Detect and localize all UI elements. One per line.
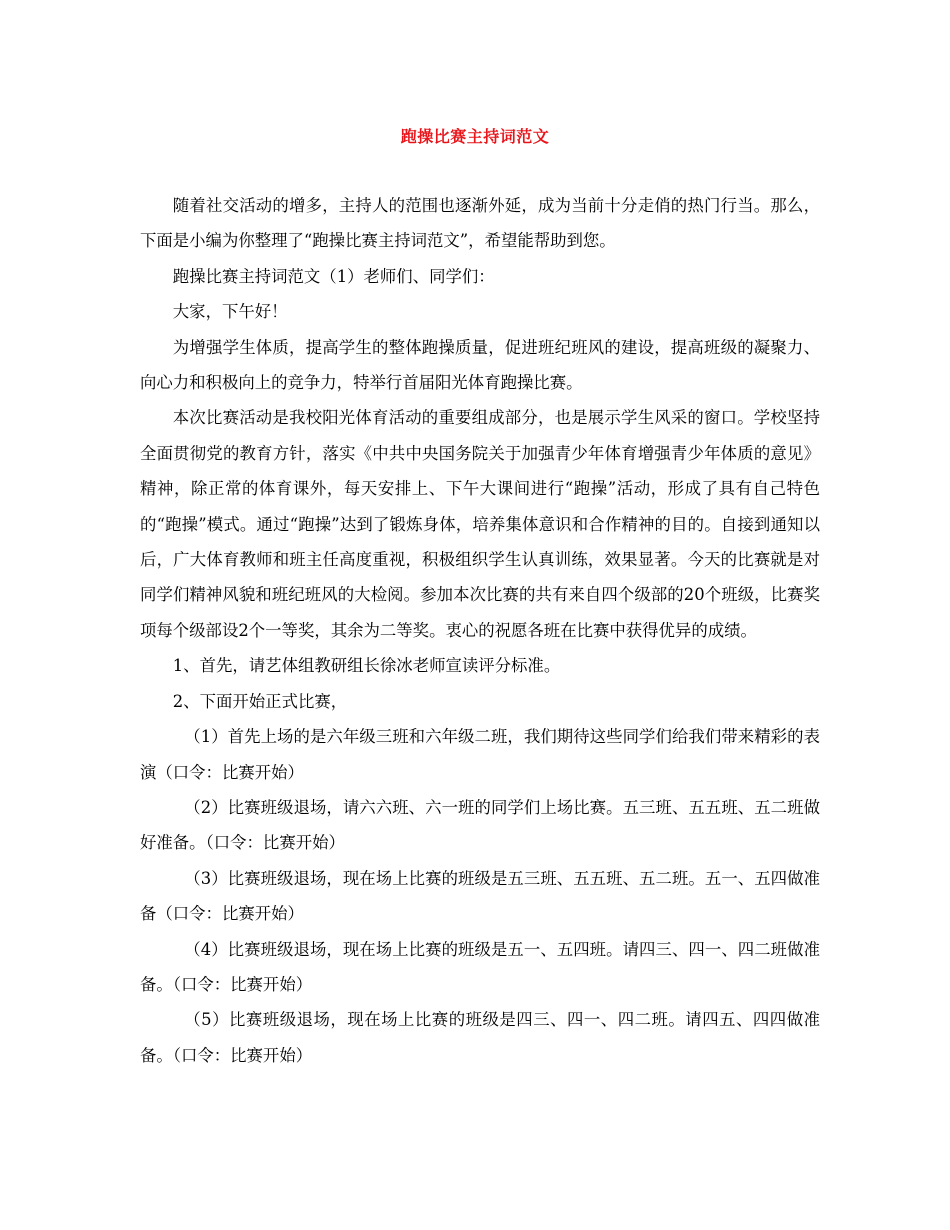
- paragraph-step-2: 2、下面开始正式比赛，: [172, 691, 348, 711]
- paragraph-greeting: 大家，下午好！: [172, 302, 288, 322]
- paragraph-purpose: 为增强学生体质，提高学生的整体跑操质量，促进班纪班风的建设，提高班级的凝聚力、向心力和积极向上的竞争力，特举行首届阳光体育跑操比赛。: [140, 337, 820, 393]
- list-item: （1）首先上场的是六年级三班和六年级二班，我们期待这些同学们给我们带来精彩的表演（口令：比赛开始）: [140, 727, 820, 782]
- document-title: 跑操比赛主持词范文: [400, 127, 550, 146]
- document-body: [140, 188, 820, 1073]
- paragraph-step-1: 1、首先，请艺体组教研组长徐冰老师宣读评分标准。: [172, 656, 561, 676]
- paragraph-intro: 随着社交活动的增多，主持人的范围也逐渐外延，成为当前十分走俏的热门行当。那么，下面是小编为你整理了“跑操比赛主持词范文”，希望能帮助到您。: [140, 196, 820, 251]
- paragraph-heading-greeting: 跑操比赛主持词范文（1）老师们、同学们：: [172, 266, 495, 286]
- list-item: （2）比赛班级退场，请六六班、六一班的同学们上场比赛。五三班、五五班、五二班做好准备。（口令：比赛开始）: [140, 797, 820, 853]
- paragraph-description: 本次比赛活动是我校阳光体育活动的重要组成部分，也是展示学生风采的窗口。学校坚持全面贯彻党的教育方针，落实《中共中央国务院关于加强青少年体育增强青少年体质的意见》精神，除正常的体育课外，每天安排上、下午大课间进行“跑操”活动，形成了具有自己特色的“跑操”模式。通过“跑操”达到了锻炼身体，培养集体意识和合作精神的目的。自接到通知以后，广大体育教师和班主任高度重视，积极组织学生认真训练，效果显著。今天的比赛就是对同学们精神风貌和班纪班风的大检阅。参加本次比赛的共有来自四个级部的20个班级，比赛奖项每个级部设2个一等奖，其余为二等奖。衷心的祝愿各班在比赛中获得优异的成绩。: [140, 408, 820, 640]
- list-item: （3）比赛班级退场，现在场上比赛的班级是五三班、五五班、五二班。五一、五四做准备（口令：比赛开始）: [140, 868, 820, 924]
- list-item: （4）比赛班级退场，现在场上比赛的班级是五一、五四班。请四三、四一、四二班做准备。（口令：比赛开始）: [140, 939, 820, 994]
- list-item: （5）比赛班级退场，现在场上比赛的班级是四三、四一、四二班。请四五、四四做准备。（口令：比赛开始）: [140, 1010, 820, 1065]
